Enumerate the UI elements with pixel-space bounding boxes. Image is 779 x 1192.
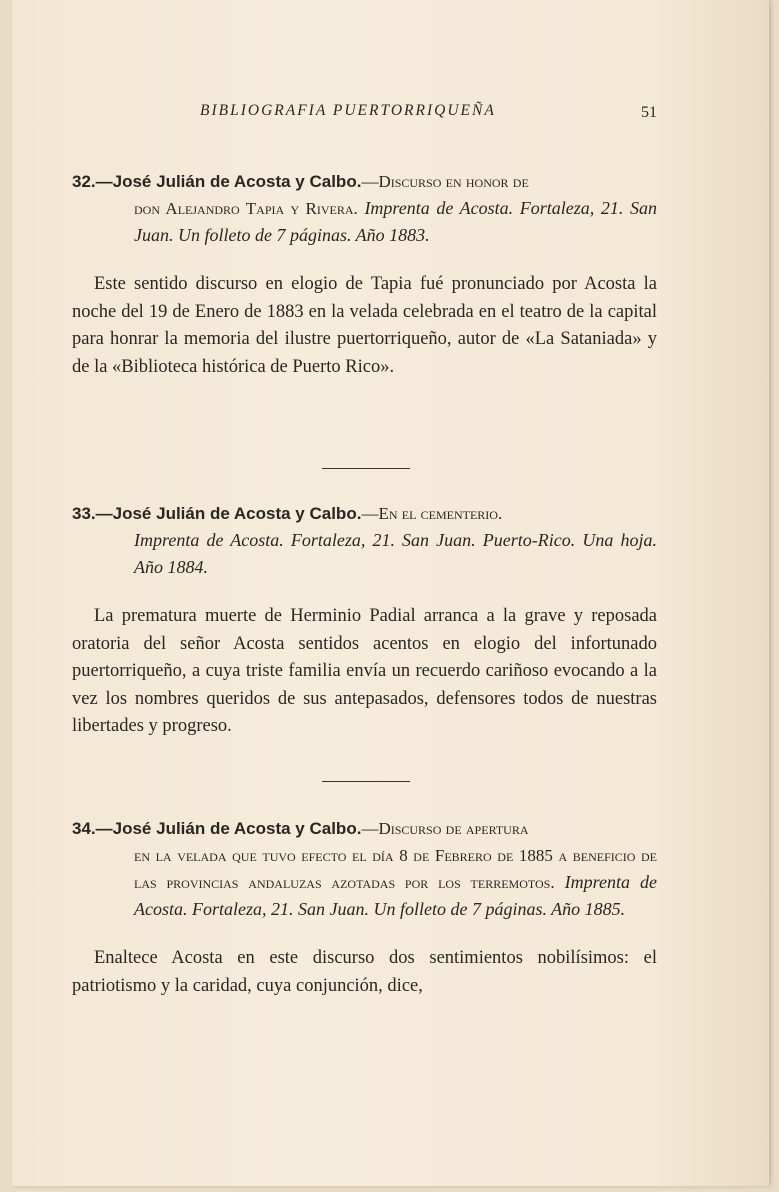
entry-title: —Discurso en honor de [361, 172, 529, 191]
entry-imprint: Imprenta de Acosta. Fortaleza, 21. San Juan. Puerto-Rico. Una hoja. Año 1884. [134, 530, 657, 577]
entry-annotation: Enaltece Acosta en este discurso dos sentimientos nobilísimos: el patriotismo y la caridad, cuya conjunción, dice, [72, 948, 657, 996]
entry-imprint: Imprenta de Acosta. Fortaleza, 21. San Juan. Un folleto de 7 páginas. Año 1885. [134, 872, 658, 919]
entry-number: 33.— [72, 504, 113, 523]
entry-author: José Julián de Acosta y Calbo. [112, 172, 362, 191]
bibliography-entry-32 [72, 168, 657, 381]
running-head [72, 102, 657, 128]
entry-title-continued: don Alejandro Tapia y Rivera. [134, 199, 358, 218]
section-divider [322, 781, 410, 782]
book-page [12, 0, 769, 1186]
entry-annotation: La prematura muerte de Herminio Padial arranca a la grave y reposada oratoria del señor Acosta sentidos acentos en elogio del infortunado puertorriqueño, a cuya triste familia envía un recuerdo cariñoso evocando a la vez los nombres queridos de sus antepasados, defensores todos de nuestras libertades y progreso. [72, 606, 657, 736]
entry-number: 32.— [72, 172, 113, 191]
entry-title: —En el cementerio. [361, 504, 503, 523]
bibliography-entry-33 [72, 500, 657, 741]
entry-hanging-lines [72, 527, 657, 581]
entry-author: José Julián de Acosta y Calbo. [112, 819, 362, 838]
entry-hanging-lines [72, 842, 657, 923]
entry-annotation: Este sentido discurso en elogio de Tapia fué pronunciado por Acosta la noche del 19 de Enero de 1883 en la velada celebrada en el teatro de la capital para honrar la memoria del ilustre puertorriqueño, autor de «La Sataniada» y de la «Biblioteca histórica de Puerto Rico». [72, 274, 657, 377]
running-title: BIBLIOGRAFIA PUERTORRIQUEÑA [200, 102, 496, 119]
page-number: 51 [641, 104, 657, 121]
section-divider [322, 468, 410, 469]
bibliography-entry-34 [72, 815, 657, 1000]
entry-title: —Discurso de apertura [361, 819, 529, 838]
entry-citation [72, 815, 657, 923]
entry-citation [72, 168, 657, 249]
entry-hanging-lines [72, 195, 657, 249]
entry-title-continued: en la velada que tuvo efecto el día 8 de Febrero de 1885 a beneficio de las provincias andaluzas azotadas por los terremotos. [134, 846, 657, 892]
entry-number: 34.— [72, 819, 113, 838]
entry-imprint: Imprenta de Acosta. Fortaleza, 21. San Juan. Un folleto de 7 páginas. Año 1883. [134, 198, 657, 245]
entry-author: José Julián de Acosta y Calbo. [112, 504, 362, 523]
entry-citation [72, 500, 657, 581]
